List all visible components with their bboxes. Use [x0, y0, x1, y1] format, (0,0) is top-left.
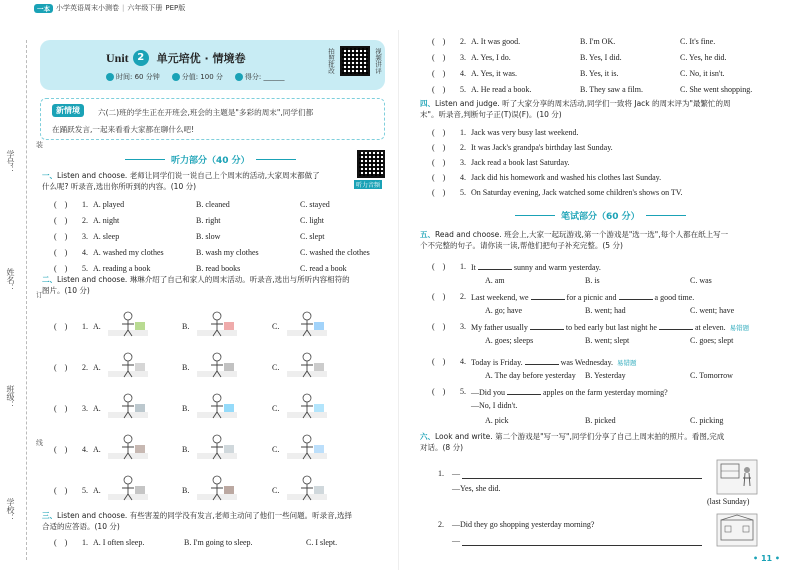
option-a[interactable]: A. goes; sleeps: [485, 336, 534, 345]
item-number: 4.: [82, 248, 88, 257]
blank[interactable]: [478, 262, 512, 270]
option-b[interactable]: B. wash my clothes: [196, 248, 259, 257]
q3-title-line2: 合适的应答语。(10 分): [42, 522, 120, 531]
answer-bracket[interactable]: ( ): [432, 357, 446, 366]
option-b[interactable]: B. cleaned: [196, 200, 230, 209]
score-meta: [172, 72, 223, 82]
option-b-label[interactable]: B.: [182, 322, 190, 331]
sentence-end: a good time.: [654, 293, 695, 302]
option-a-picture[interactable]: [107, 431, 149, 461]
answer-bracket[interactable]: ( ): [432, 173, 446, 182]
item-number: 1.: [82, 538, 88, 547]
q6-photo-1: [715, 458, 759, 496]
answer-bracket[interactable]: ( ): [54, 486, 68, 495]
item-number: 2.: [460, 292, 466, 301]
option-a[interactable]: A. It was good.: [471, 37, 521, 46]
option-c[interactable]: C. goes; slept: [690, 336, 734, 345]
option-b[interactable]: B. went; had: [585, 306, 626, 315]
sentence-end: was Wednesday.: [560, 358, 614, 367]
item-number: 3.: [460, 53, 466, 62]
option-a-picture[interactable]: [107, 308, 149, 338]
q6-item1-line1: —: [452, 469, 460, 478]
q6-item1-line2: —Yes, she did.: [452, 484, 501, 493]
option-b[interactable]: B. went; slept: [585, 336, 630, 345]
sentence-end: apples on the farm yesterday morning?: [543, 388, 668, 397]
sentence-start: —Did you: [471, 388, 505, 397]
item-number: 5.: [82, 264, 88, 273]
sentence-start: My father usually: [471, 323, 528, 332]
q5-number: 五、: [420, 230, 435, 239]
option-c-picture[interactable]: [286, 349, 328, 379]
statement-text: It was Jack's grandpa's birthday last Sunday.: [471, 143, 613, 152]
q6-title-line2: 对话。(8 分): [420, 443, 464, 452]
q6-title: [420, 431, 780, 453]
series-logo: 一本: [34, 4, 53, 13]
sentence: [471, 292, 694, 302]
option-b[interactable]: B. slow: [196, 232, 221, 241]
q6-item2-line2: —: [452, 536, 460, 545]
option-b-picture[interactable]: [196, 431, 238, 461]
option-b[interactable]: B. I'm going to sleep.: [184, 538, 253, 547]
series-name: 小学英语周末小测卷: [56, 4, 119, 12]
option-a[interactable]: A. played: [93, 200, 125, 209]
item-number: 3.: [460, 322, 466, 331]
item-number: 4.: [82, 445, 88, 454]
sentence-start: Today is Friday.: [471, 358, 523, 367]
option-b-label[interactable]: B.: [182, 486, 190, 495]
class-label: 班级：: [6, 385, 15, 409]
got-meta: [235, 72, 285, 82]
answer-bracket[interactable]: ( ): [432, 37, 446, 46]
item-number: 2.: [460, 143, 466, 152]
error-prone-mark: 易错题: [617, 360, 637, 367]
blank[interactable]: [525, 357, 559, 365]
option-a[interactable]: A. am: [485, 276, 505, 285]
option-a[interactable]: A. He read a book.: [471, 85, 532, 94]
sentence-end: sunny and warm yesterday.: [513, 263, 601, 272]
fold-mark-1: 装: [36, 141, 43, 149]
intro-tag: 新情境: [52, 104, 84, 117]
error-prone-mark: 易错题: [729, 325, 750, 332]
option-c[interactable]: C. read a book: [300, 264, 347, 273]
sentence: [471, 322, 749, 332]
item-number: 2.: [82, 363, 88, 372]
item-number: 3.: [82, 404, 88, 413]
item-number: 5.: [460, 387, 466, 396]
q6-item1-number: 1.: [438, 469, 444, 478]
option-c[interactable]: C. She went shopping.: [680, 85, 753, 94]
q1-title-line1: Listen and choose. 老师让同学们说一说自己上个周末的活动,大家周末都做了: [57, 171, 320, 180]
option-a[interactable]: A. The day before yesterday: [485, 371, 576, 380]
option-a[interactable]: A. sleep: [93, 232, 120, 241]
fold-mark-3: 线: [36, 439, 43, 447]
blank[interactable]: [619, 292, 653, 300]
option-b-label[interactable]: B.: [182, 445, 190, 454]
page-divider: [398, 30, 399, 570]
answer-bracket[interactable]: ( ): [54, 363, 68, 372]
sentence-start: It: [471, 263, 476, 272]
option-a[interactable]: A. reading a book: [93, 264, 151, 273]
option-a-picture[interactable]: [107, 472, 149, 502]
sentence: [471, 357, 637, 367]
option-c[interactable]: C. was: [690, 276, 712, 285]
answer-bracket[interactable]: ( ): [54, 248, 68, 257]
answer-bracket[interactable]: ( ): [54, 404, 68, 413]
q6-number: 六、: [420, 432, 435, 441]
option-a-label[interactable]: A.: [93, 445, 101, 454]
pencil-icon: [235, 73, 243, 81]
time-meta: [106, 72, 160, 82]
name-label: 姓名：: [6, 268, 15, 292]
answer-bracket[interactable]: ( ): [54, 322, 68, 331]
q4-title: [420, 98, 780, 120]
q2-number: 二、: [42, 275, 57, 284]
option-c[interactable]: C. went; have: [690, 306, 735, 315]
option-b-picture[interactable]: [196, 472, 238, 502]
q6-item2-line1: —Did they go shopping yesterday morning?: [452, 520, 595, 529]
item-number: 5.: [460, 188, 466, 197]
got-text: 得分: ______: [244, 73, 285, 81]
option-b-picture[interactable]: [196, 349, 238, 379]
q4-title-line1: Listen and judge. 听了大家分享的周末活动,同学们一致将 Jack 的周末评为"最繁忙的周: [435, 99, 731, 108]
option-a[interactable]: A. night: [93, 216, 120, 225]
answer-bracket[interactable]: ( ): [54, 445, 68, 454]
item-number: 3.: [460, 158, 466, 167]
blank[interactable]: [659, 322, 693, 330]
option-a-picture[interactable]: [107, 349, 149, 379]
option-b[interactable]: B. right: [196, 216, 221, 225]
item-number: 4.: [460, 357, 466, 366]
option-c-picture[interactable]: [286, 431, 328, 461]
unit-prefix: Unit: [106, 50, 129, 65]
statement-text: Jack was very busy last weekend.: [471, 128, 579, 137]
intro-text-2: 在踊跃发言,一起来看看大家都在聊什么吧!: [52, 125, 195, 134]
answer-bracket[interactable]: ( ): [432, 188, 446, 197]
q6-photo-2: [715, 512, 759, 548]
answer-bracket[interactable]: ( ): [54, 538, 68, 547]
q5-title-line2: 个不完整的句子。请你读一读,帮他们把句子补充完整。(5 分): [420, 241, 623, 250]
option-a[interactable]: A. pick: [485, 416, 509, 425]
time-text: 时间: 60 分钟: [116, 73, 160, 81]
statement-text: Jack did his homework and washed his clothes last Sunday.: [471, 173, 662, 182]
page-number: • 11 •: [753, 554, 780, 563]
answer-bracket[interactable]: ( ): [432, 387, 446, 396]
qr-code-icon[interactable]: [340, 46, 370, 76]
option-c-label[interactable]: C.: [272, 486, 280, 495]
writing-heading-text: 笔试部分（60 分）: [561, 212, 640, 222]
q1-title: [42, 170, 357, 192]
binding-line: [26, 40, 27, 560]
sentence: [471, 262, 601, 272]
item-number: 2.: [82, 216, 88, 225]
school-label: 学校：: [6, 498, 15, 522]
option-b[interactable]: B. is: [585, 276, 600, 285]
item-number: 2.: [460, 37, 466, 46]
option-a[interactable]: A. Yes, it was.: [471, 69, 518, 78]
item-number: 3.: [82, 232, 88, 241]
q4-title-line2: 末"。听录音,判断句子正(T)误(F)。(10 分): [420, 110, 562, 119]
option-b-label[interactable]: B.: [182, 404, 190, 413]
answer-bracket[interactable]: ( ): [432, 143, 446, 152]
option-c[interactable]: C. I slept.: [306, 538, 338, 547]
listening-heading: [125, 153, 296, 166]
q6-photo-1-caption: (last Sunday): [707, 497, 750, 506]
grade-label: 六年级下册: [127, 4, 163, 12]
option-b[interactable]: B. Yesterday: [585, 371, 626, 380]
option-b[interactable]: B. picked: [585, 416, 616, 425]
option-b[interactable]: B. I'm OK.: [580, 37, 616, 46]
q3-title-line1: Listen and choose. 有些害羞的同学没有发言,老师主动问了他们一些问题。听录音,选择: [57, 511, 352, 520]
option-a-label[interactable]: A.: [93, 486, 101, 495]
q6-title-line1: Look and write. 第二个游戏是"写一写",同学们分享了自己上周末拍的照片。看图,完成: [435, 432, 725, 441]
listening-qr-icon[interactable]: [357, 150, 385, 178]
option-c[interactable]: C. picking: [690, 416, 724, 425]
unit-name: 单元培优 · 情境卷: [156, 52, 246, 65]
qr-side-right: 视频讲评: [374, 48, 382, 74]
option-b-label[interactable]: B.: [182, 363, 190, 372]
answer-bracket[interactable]: ( ): [432, 69, 446, 78]
item-number: 1.: [82, 200, 88, 209]
option-a-label[interactable]: A.: [93, 404, 101, 413]
option-c-label[interactable]: C.: [272, 445, 280, 454]
option-c[interactable]: C. Tomorrow: [690, 371, 733, 380]
answer-bracket[interactable]: ( ): [54, 216, 68, 225]
blank[interactable]: [530, 322, 564, 330]
option-b[interactable]: B. read books: [196, 264, 241, 273]
q2-title-line1: Listen and choose. 琳琳介绍了自己和家人的周末活动。听录音,选出与所听内容相符的: [57, 275, 350, 284]
sentence-middle: to bed early but last night he: [565, 323, 657, 332]
answer-bracket[interactable]: ( ): [54, 232, 68, 241]
option-a[interactable]: A. I often sleep.: [93, 538, 145, 547]
score-text: 分值: 100 分: [181, 73, 223, 81]
q6-item1-answer-line[interactable]: [462, 478, 702, 479]
statement-text: On Saturday evening, Jack watched some children's shows on TV.: [471, 188, 683, 197]
q5-title: [420, 229, 780, 251]
item-number: 5.: [460, 85, 466, 94]
option-c-picture[interactable]: [286, 472, 328, 502]
option-c[interactable]: C. No, it isn't.: [680, 69, 725, 78]
score-icon: [172, 73, 180, 81]
option-c-picture[interactable]: [286, 308, 328, 338]
sentence: [471, 387, 668, 397]
intro-text-1: 六(二)班的学生正在开班会,班会的主题是"多彩的周末",同学们都: [98, 108, 314, 117]
q6-item2-answer-line[interactable]: [462, 545, 702, 546]
option-c-label[interactable]: C.: [272, 363, 280, 372]
option-c[interactable]: C. stayed: [300, 200, 330, 209]
q1-title-line2: 什么呢? 听录音,选出你所听到的内容。(10 分): [42, 182, 197, 191]
option-a-label[interactable]: A.: [93, 322, 101, 331]
option-c[interactable]: C. Yes, he did.: [680, 53, 727, 62]
q4-number: 四、: [420, 99, 435, 108]
fold-mark-2: 订: [36, 291, 43, 299]
item-number: 1.: [460, 262, 466, 271]
answer-bracket[interactable]: ( ): [432, 322, 446, 331]
q5-title-line1: Read and choose. 班会上,大家一起玩游戏,第一个游戏是"选一选",每个人都在纸上写一: [435, 230, 729, 239]
q2-title-line2: 图片。(10 分): [42, 286, 90, 295]
option-b-picture[interactable]: [196, 390, 238, 420]
q2-title: [42, 274, 392, 296]
sentence-reply: —No, I didn't.: [471, 401, 518, 410]
listening-heading-text: 听力部分（40 分）: [171, 156, 250, 166]
sentence-end: at eleven.: [694, 323, 726, 332]
qr-side-left: 拍照批改: [327, 48, 335, 74]
option-b-picture[interactable]: [196, 308, 238, 338]
answer-bracket[interactable]: ( ): [432, 292, 446, 301]
option-b[interactable]: B. Yes, it is.: [580, 69, 619, 78]
item-number: 4.: [460, 173, 466, 182]
q1-number: 一、: [42, 171, 57, 180]
answer-bracket[interactable]: ( ): [432, 128, 446, 137]
page-number-text: 11: [760, 554, 773, 563]
exam-meta: [106, 72, 284, 82]
item-number: 4.: [460, 69, 466, 78]
clock-icon: [106, 73, 114, 81]
item-number: 1.: [460, 128, 466, 137]
answer-bracket[interactable]: ( ): [432, 53, 446, 62]
series-header: 一本 小学英语周末小测卷 | 六年级下册 PEP版: [34, 3, 185, 13]
blank[interactable]: [531, 292, 565, 300]
unit-title: [106, 50, 246, 66]
q3-number: 三、: [42, 511, 57, 520]
option-c[interactable]: C. slept: [300, 232, 325, 241]
q6-item2-number: 2.: [438, 520, 444, 529]
answer-bracket[interactable]: ( ): [432, 158, 446, 167]
option-a[interactable]: A. Yes, I do.: [471, 53, 511, 62]
option-a[interactable]: A. washed my clothes: [93, 248, 164, 257]
option-a[interactable]: A. go; have: [485, 306, 523, 315]
writing-heading: [515, 209, 686, 222]
listening-qr-caption: 听力音频: [356, 182, 381, 189]
answer-bracket[interactable]: ( ): [54, 200, 68, 209]
unit-number: 2: [133, 50, 149, 66]
student-id-label: 学号：: [6, 150, 15, 174]
q3-title: [42, 510, 392, 532]
answer-bracket[interactable]: ( ): [432, 262, 446, 271]
option-b[interactable]: B. They saw a film.: [580, 85, 643, 94]
edition-label: PEP版: [165, 4, 186, 12]
option-c-label[interactable]: C.: [272, 322, 280, 331]
answer-bracket[interactable]: ( ): [432, 85, 446, 94]
option-a-picture[interactable]: [107, 390, 149, 420]
option-b[interactable]: B. Yes, I did.: [580, 53, 622, 62]
answer-bracket[interactable]: ( ): [54, 264, 68, 273]
item-number: 5.: [82, 486, 88, 495]
option-c[interactable]: C. washed the clothes: [300, 248, 370, 257]
blank[interactable]: [507, 387, 541, 395]
statement-text: Jack read a book last Saturday.: [471, 158, 570, 167]
sentence-middle: for a picnic and: [566, 293, 617, 302]
option-a-label[interactable]: A.: [93, 363, 101, 372]
option-c-picture[interactable]: [286, 390, 328, 420]
item-number: 1.: [82, 322, 88, 331]
option-c-label[interactable]: C.: [272, 404, 280, 413]
option-c[interactable]: C. It's fine.: [680, 37, 716, 46]
option-c[interactable]: C. light: [300, 216, 325, 225]
sentence-start: Last weekend, we: [471, 293, 529, 302]
